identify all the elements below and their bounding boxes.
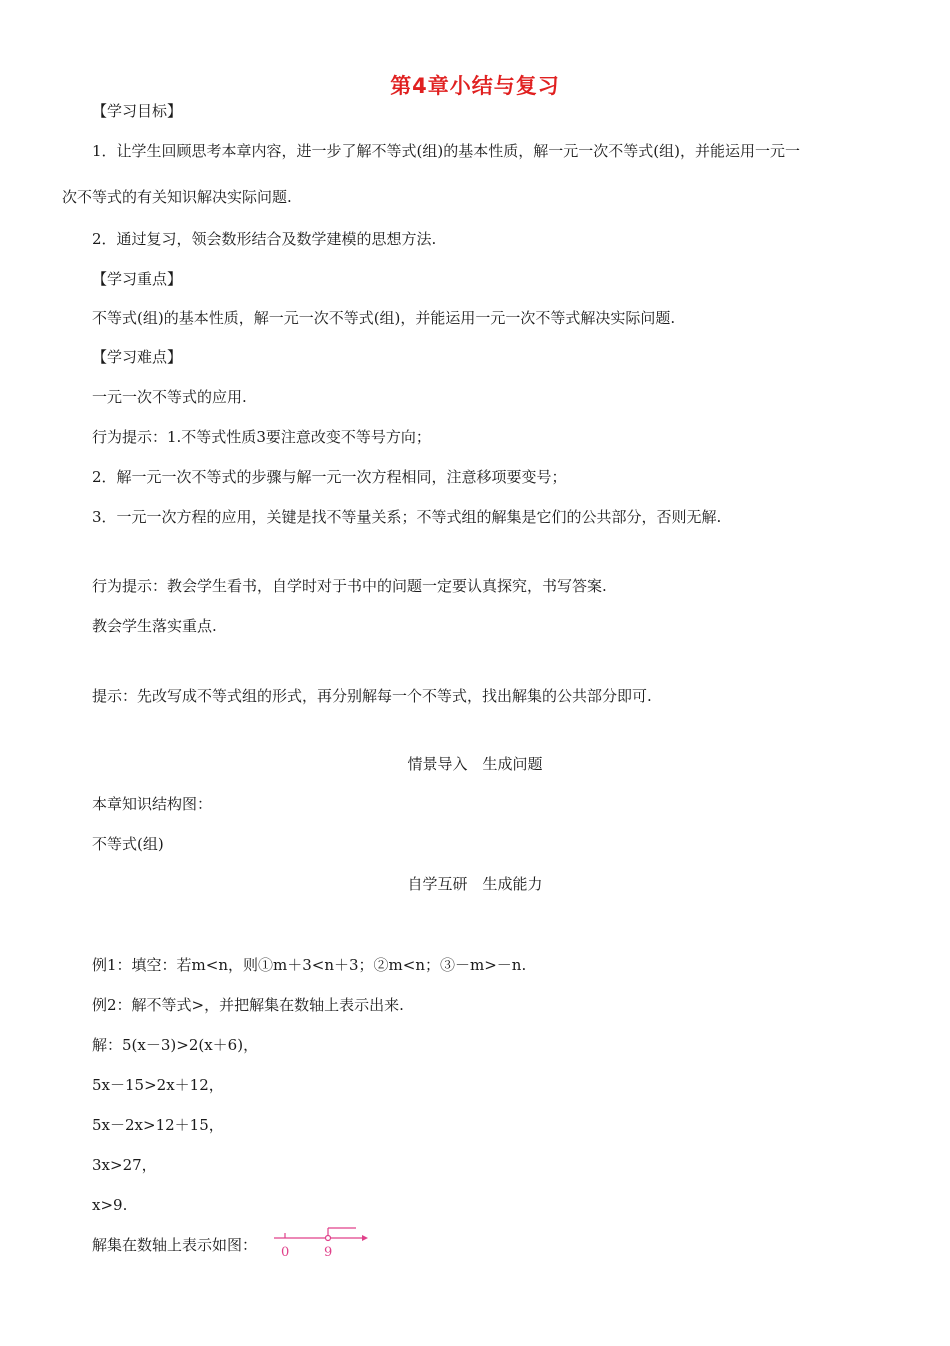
hint-5: 教会学生落实重点.	[92, 617, 217, 635]
goals-heading: 【学习目标】	[92, 102, 183, 120]
goal-2: 2．通过复习，领会数形结合及数学建模的思想方法.	[92, 230, 437, 248]
key-heading: 【学习重点】	[92, 270, 183, 288]
solution-step-1: 解：5(x－3)>2(x＋6)，	[92, 1036, 259, 1054]
open-circle-9	[326, 1236, 331, 1241]
hint-1: 行为提示：1.不等式性质3要注意改变不等号方向；	[92, 428, 431, 446]
hint-2: 2．解一元一次不等式的步骤与解一元一次方程相同，注意移项要变号；	[92, 468, 567, 486]
goal-1a: 1．让学生回顾思考本章内容，进一步了解不等式(组)的基本性质，解一元一次不等式(组)，并能运用一元一	[92, 142, 800, 160]
difficulty-text: 一元一次不等式的应用.	[92, 388, 247, 406]
example-2: 例2：解不等式>，并把解集在数轴上表示出来.	[92, 996, 404, 1014]
number-line-diagram	[270, 1226, 370, 1260]
inequality-label: 不等式(组)	[92, 835, 164, 853]
label-0: 0	[281, 1245, 290, 1260]
label-9: 9	[324, 1245, 333, 1260]
key-text: 不等式(组)的基本性质，解一元一次不等式(组)，并能运用一元一次不等式解决实际问题.	[92, 309, 676, 327]
number-line-arrow-icon	[362, 1235, 368, 1241]
solution-step-5: x>9.	[92, 1196, 128, 1214]
solution-step-2: 5x－15>2x＋12，	[92, 1076, 224, 1094]
difficulty-heading: 【学习难点】	[92, 348, 183, 366]
subheading-scene: 情景导入 生成问题	[407, 755, 543, 773]
hint-6: 提示：先改写成不等式组的形式，再分别解每一个不等式，找出解集的公共部分即可.	[92, 687, 652, 705]
subheading-self-study: 自学互研 生成能力	[407, 875, 543, 893]
goal-1b: 次不等式的有关知识解决实际问题.	[62, 188, 292, 206]
page-title: 第4章小结与复习	[390, 74, 560, 98]
hint-3: 3．一元一次方程的应用，关键是找不等量关系；不等式组的解集是它们的公共部分，否则无解.	[92, 508, 722, 526]
solution-step-6: 解集在数轴上表示如图：	[92, 1236, 258, 1254]
solution-step-4: 3x>27，	[92, 1156, 157, 1174]
solution-step-3: 5x－2x>12＋15，	[92, 1116, 224, 1134]
structure-label: 本章知识结构图：	[92, 795, 213, 813]
hint-4: 行为提示：教会学生看书，自学时对于书中的问题一定要认真探究，书写答案.	[92, 577, 607, 595]
example-1: 例1：填空：若m<n，则①m＋3<n＋3；②m<n；③－m>－n.	[92, 956, 527, 974]
